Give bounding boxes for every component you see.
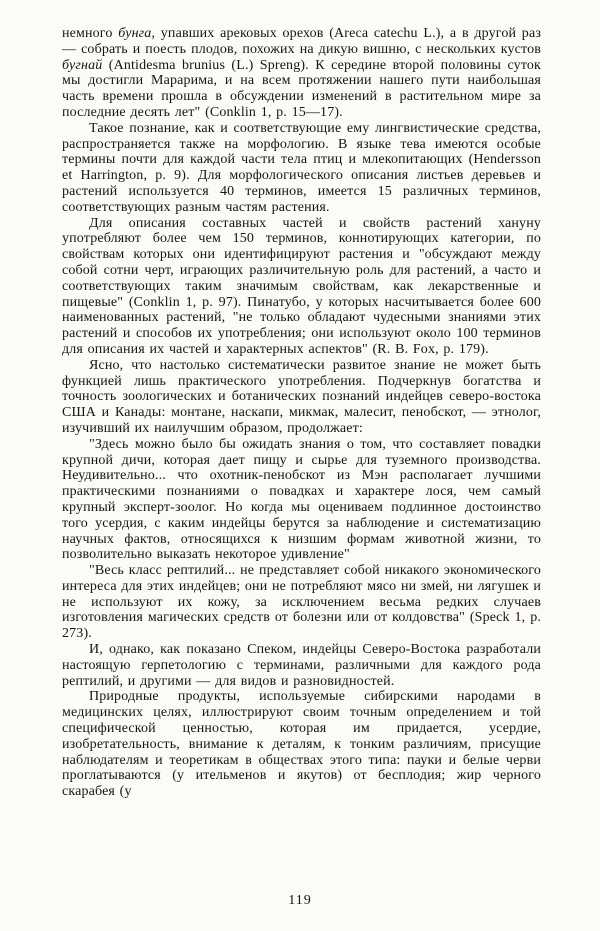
paragraph bbox=[62, 216, 541, 358]
italic-text-run: бунга, bbox=[118, 26, 156, 41]
paragraph bbox=[62, 642, 541, 689]
text-run: упавших арековых орехов (Areca catechu L.), а в другой раз — собрать и поесть плодов, похожих на дикую вишню, с нескольких кустов bbox=[62, 26, 541, 57]
paragraph bbox=[62, 689, 541, 800]
paragraph bbox=[62, 437, 541, 563]
text-run: (Antidesma brunius (L.) Spreng). К середине второй половины суток мы достигли Марарима, и на всем протяжении нашего пути наибольшая часть времени прошла в обсуждении изменений в растительном мире за последние десять лет" (Conklin 1, p. 15—17). bbox=[62, 57, 541, 120]
italic-text-run: бугнай bbox=[62, 57, 103, 73]
text-run: Природные продукты, используемые сибирскими народами в медицинских целях, иллюстрируют своим точным определением и той специфической ценностью, которая им придается, усердие, изобретательность, внимание к деталям, к тонким различиям, присущие наблюдателям и теоретикам в обществах этого типа: пауки и белые черви проглатываются (у ительменов и якутов) от бесплодия; жир черного скарабея (у bbox=[62, 689, 541, 800]
text-run: немного bbox=[62, 26, 119, 41]
paragraph bbox=[62, 358, 541, 437]
text-run: Такое познание, как и соответствующие ему лингвистические средства, распространяется также на морфологию. В языке тева имеются особые термины почти для каждой части тела птиц и млекопитающих (Hendersson et Harrington, p. 9). Для морфологического описания листьев деревьев и растений используется 40 терминов, имеется 15 различных терминов, соответствующих разным частям растения. bbox=[62, 120, 541, 215]
page-number: 119 bbox=[288, 893, 312, 908]
paragraph bbox=[62, 121, 541, 216]
text-run: Для описания составных частей и свойств растений хануну употребляют более чем 150 терминов, коннотирующих категории, по свойствам которых они идентифицируют растения и "обсуждают между собой сотни черт, играющих различительную роль для растений, а часто и соответствующих таким значимым свойствам, как лекарственные и пищевые" (Conklin 1, p. 97). Пинатубо, у которых насчитывается более 600 наименованных растений, "не только обладают чудесными знаниями этих растений и способов их употребления; они используют около 100 терминов для описания их частей и характерных аспектов" (R. B. Fox, p. 179). bbox=[62, 215, 541, 357]
paragraph bbox=[62, 26, 541, 121]
text-run: "Весь класс рептилий... не представляет собой никакого экономического интереса для этих индейцев; они не потребляют мясо ни змей, ни лягушек и не используют их кожу, за исключением весьма редких случаев изготовления магических средств от болезни или от колдовства" (Speck 1, p. 273). bbox=[62, 563, 541, 642]
text-run: Ясно, что настолько систематически развитое знание не может быть функцией лишь практического употребления. Подчеркнув богатства и точность зоологических и ботанических познаний индейцев северо-востока США и Канады: монтане, наскапи, микмак, малесит, пенобскот, — этнолог, изучивший их наилучшим образом, продолжает: bbox=[62, 357, 541, 436]
page-text bbox=[62, 26, 541, 800]
text-run: "Здесь можно было бы ожидать знания о том, что составляет повадки крупной дичи, которая дает пищу и сырье для туземного производства. Неудивительно... что охотник-пенобскот из Мэн располагает лучшими практическими познаниями о повадках и характере лося, чем самый крупный эксперт-зоолог. Но когда мы оцениваем подлинное достоинство того усердия, с каким индейцы берутся за наблюдение и систематизацию научных фактов, относящихся к низшим формам животной жизни, то позволительно выказать некоторое удивление" bbox=[62, 436, 541, 563]
text-run: И, однако, как показано Спеком, индейцы Северо-Востока разработали настоящую герпетологию с терминами, различными для каждого рода рептилий, и другими — для видов и разновидностей. bbox=[62, 642, 541, 689]
paragraph bbox=[62, 563, 541, 642]
